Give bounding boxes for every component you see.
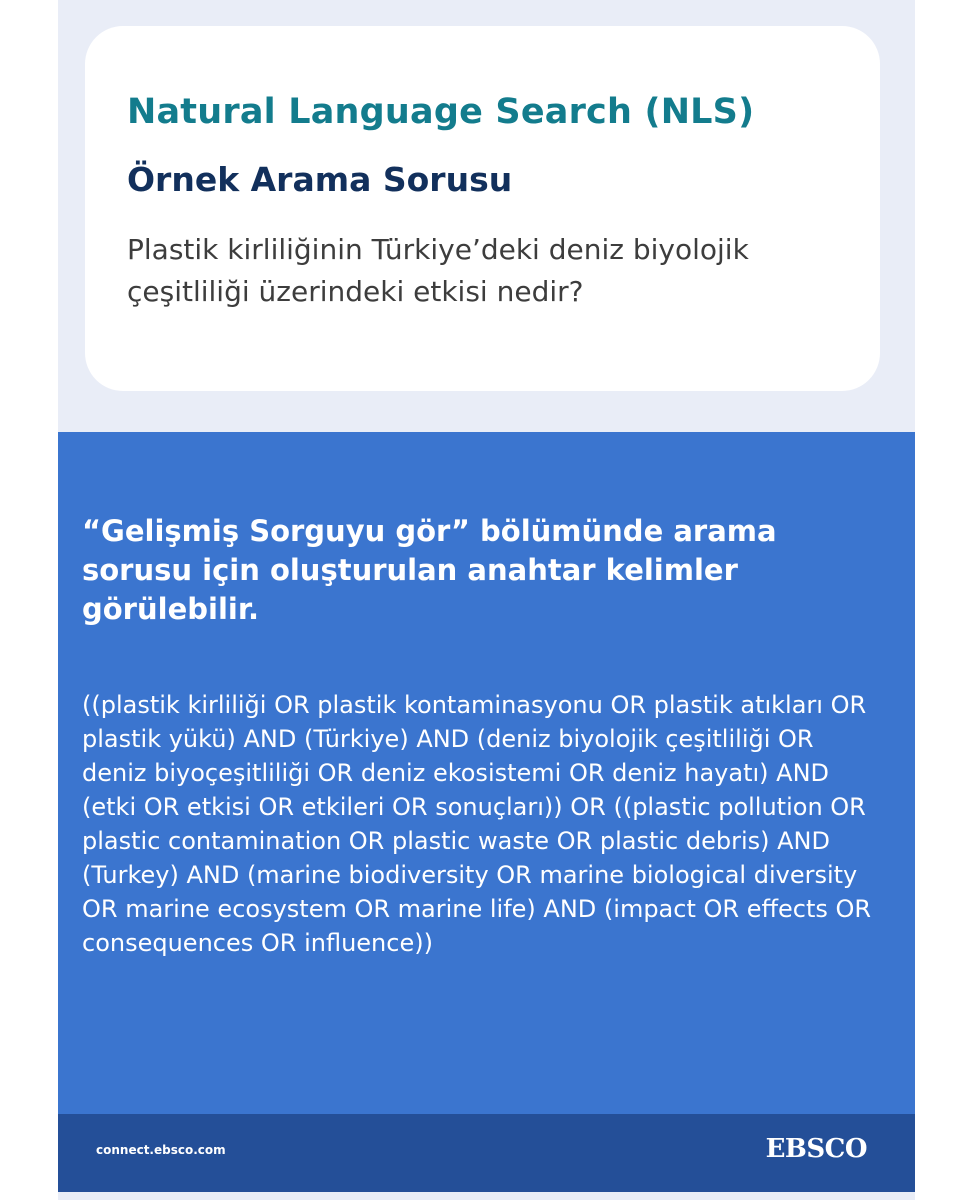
- explanation-heading: “Gelişmiş Sorguyu gör” bölümünde arama sorusu için oluşturulan anahtar kelimler görülebilir.: [82, 514, 777, 626]
- boolean-query-text: ((plastik kirliliği OR plastik kontaminasyonu OR plastik atıkları OR plastik yükü) AND (Türkiye) AND (deniz biyolojik çeşitliliği OR deniz biyoçeşitliliği OR deniz ekosistemi OR deniz hayatı) AND (etki OR etkisi OR etkileri OR sonuçları)) OR ((plastic pollution OR plastic contamination OR plastic waste OR plastic debris) AND (Turkey) AND (marine biodiversity OR marine biological diversity OR marine ecosystem OR marine life) AND (impact OR effects OR consequences OR influence)): [82, 691, 872, 957]
- page-title: Natural Language Search (NLS): [127, 92, 755, 132]
- query-section: [58, 0, 915, 432]
- sample-question: Plastik kirliliğinin Türkiye’deki deniz biyolojik çeşitliliği üzerindeki etkisi nedir?: [127, 233, 749, 308]
- footer-url: connect.ebsco.com: [96, 1143, 226, 1157]
- ebsco-logo: EBSCO: [765, 1134, 867, 1164]
- sample-query-box: [85, 26, 880, 391]
- advanced-query-section: [58, 432, 915, 1114]
- infographic-card: [58, 0, 915, 1200]
- page-subtitle: Örnek Arama Sorusu: [127, 160, 513, 199]
- footer-bar: [58, 1114, 915, 1192]
